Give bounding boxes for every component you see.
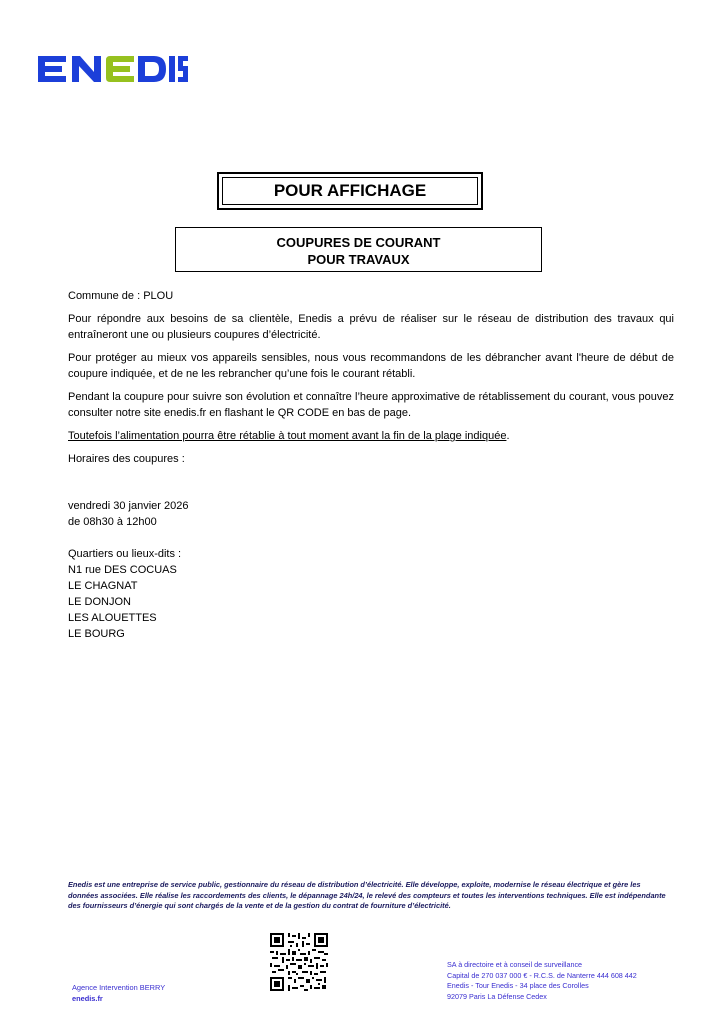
footer-company-info <box>447 960 637 1002</box>
notice-subtitle-line1: COUPURES DE COURANT <box>276 235 441 250</box>
header-divider <box>192 84 692 88</box>
notice-title: POUR AFFICHAGE <box>273 181 427 200</box>
paragraph-follow-up: Pendant la coupure pour suivre son évolution et connaître l’heure approximative de rétablissement du courant, vous pouvez consulter notre site enedis.fr en flashant le QR CODE en bas de page. <box>68 391 674 419</box>
agency-name: Agence Intervention BERRY <box>72 983 166 992</box>
notice-subtitle-line2: POUR TRAVAUX <box>307 252 410 267</box>
commune-line: Commune de : PLOU <box>68 290 174 302</box>
footer-agency <box>72 983 165 1004</box>
enedis-logo <box>36 50 188 88</box>
company-line: 92079 Paris La Défense Cedex <box>447 991 547 1001</box>
company-line: Capital de 270 037 000 € - R.C.S. de Nanterre 444 608 442 <box>447 970 637 980</box>
horaires-label: Horaires des coupures : <box>68 453 185 465</box>
schedule-time: de 08h30 à 12h00 <box>68 516 157 528</box>
notice-title-box <box>217 172 483 210</box>
list-item: LE CHAGNAT <box>68 580 138 592</box>
warning-text: Toutefois l’alimentation pourra être rétablie à tout moment avant la fin de la plage indiquée <box>68 430 507 442</box>
qr-code-icon[interactable] <box>270 933 328 991</box>
company-line: SA à directoire et à conseil de surveillance <box>447 960 583 969</box>
list-item: LES ALOUETTES <box>68 612 157 624</box>
list-item: LE BOURG <box>68 628 125 640</box>
list-item: LE DONJON <box>68 596 131 608</box>
site-link[interactable]: enedis.fr <box>72 993 103 1003</box>
schedule <box>68 498 674 530</box>
quartiers-label: Quartiers ou lieux-dits : <box>68 548 182 560</box>
notice-body <box>68 288 674 642</box>
warning-line <box>68 428 674 444</box>
quartiers-list <box>68 546 674 642</box>
company-line: Enedis - Tour Enedis - 34 place des Corolles <box>447 981 589 990</box>
paragraph-recommendation: Pour protéger au mieux vos appareils sensibles, nous vous recommandons de les débrancher avant l'heure de début de coupure indiquée, et de ne les rebrancher qu’une fois le courant rétabli. <box>68 352 674 380</box>
paragraph-intro: Pour répondre aux besoins de sa clientèle, Enedis a prévu de réaliser sur le réseau de distribution des travaux qui entraîneront une ou plusieurs coupures d’électricité. <box>68 313 674 341</box>
notice-subtitle-box <box>175 227 542 272</box>
warning-period: . <box>506 430 510 442</box>
legal-notice: Enedis est une entreprise de service public, gestionnaire du réseau de distribution d’électricité. Elle développe, exploite, modernise le réseau électrique et gère les données associées. Elle réalise les raccordements des clients, le dépannage 24h/24, le relevé des compteurs et toutes les interventions techniques. Elle est indépendante des fournisseurs d’énergie qui sont chargés de la vente et de la gestion du contrat de fourniture d’électricité. <box>68 880 666 910</box>
schedule-date: vendredi 30 janvier 2026 <box>68 500 189 512</box>
list-item: N1 rue DES COCUAS <box>68 564 177 576</box>
